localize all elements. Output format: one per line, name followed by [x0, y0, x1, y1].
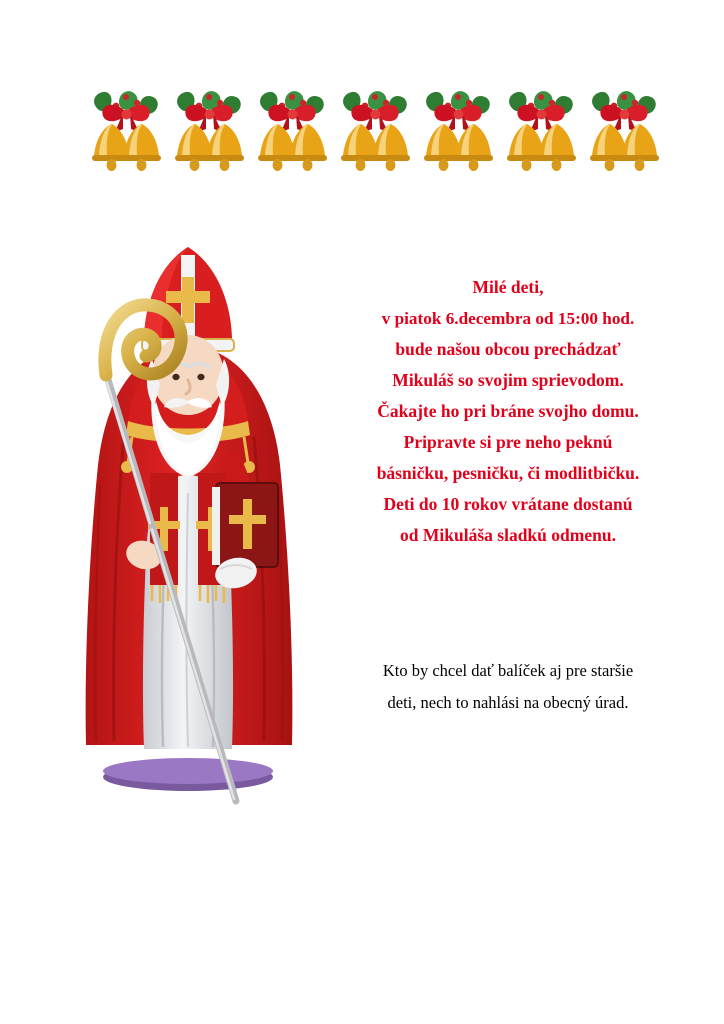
announcement-line-6: Pripravte si pre neho peknú — [403, 432, 613, 452]
saint-nicholas-figure — [40, 225, 330, 805]
christmas-bells-icon — [583, 82, 666, 172]
announcement-line-2: v piatok 6.decembra od 15:00 hod. — [381, 309, 635, 328]
announcement-line-1: Milé deti, — [472, 277, 544, 297]
christmas-bells-icon — [334, 82, 417, 172]
bell-border — [85, 82, 665, 172]
christmas-bells-icon — [251, 82, 334, 172]
christmas-bells-icon — [417, 82, 500, 172]
announcement-line-7: básničku, pesničku, či modlitbičku. — [376, 463, 640, 483]
christmas-bells-icon — [500, 82, 583, 172]
announcement-line-4: Mikuláš so svojim sprievodom. — [392, 370, 624, 390]
note-text — [322, 655, 694, 719]
announcement-line-8: Deti do 10 rokov vrátane dostanú — [383, 494, 633, 514]
announcement-line-3: bude našou obcou prechádzať — [395, 339, 621, 359]
announcement-line-9: od Mikuláša sladkú odmenu. — [400, 525, 616, 545]
christmas-bells-icon — [168, 82, 251, 172]
announcement-line-5: Čakajte ho pri bráne svojho domu. — [377, 401, 639, 421]
christmas-bells-icon — [85, 82, 168, 172]
announcement-text — [322, 272, 694, 551]
note-line-1: Kto by chcel dať balíček aj pre staršie — [382, 661, 634, 680]
note-line-2: deti, nech to nahlási na obecný úrad. — [387, 693, 629, 712]
